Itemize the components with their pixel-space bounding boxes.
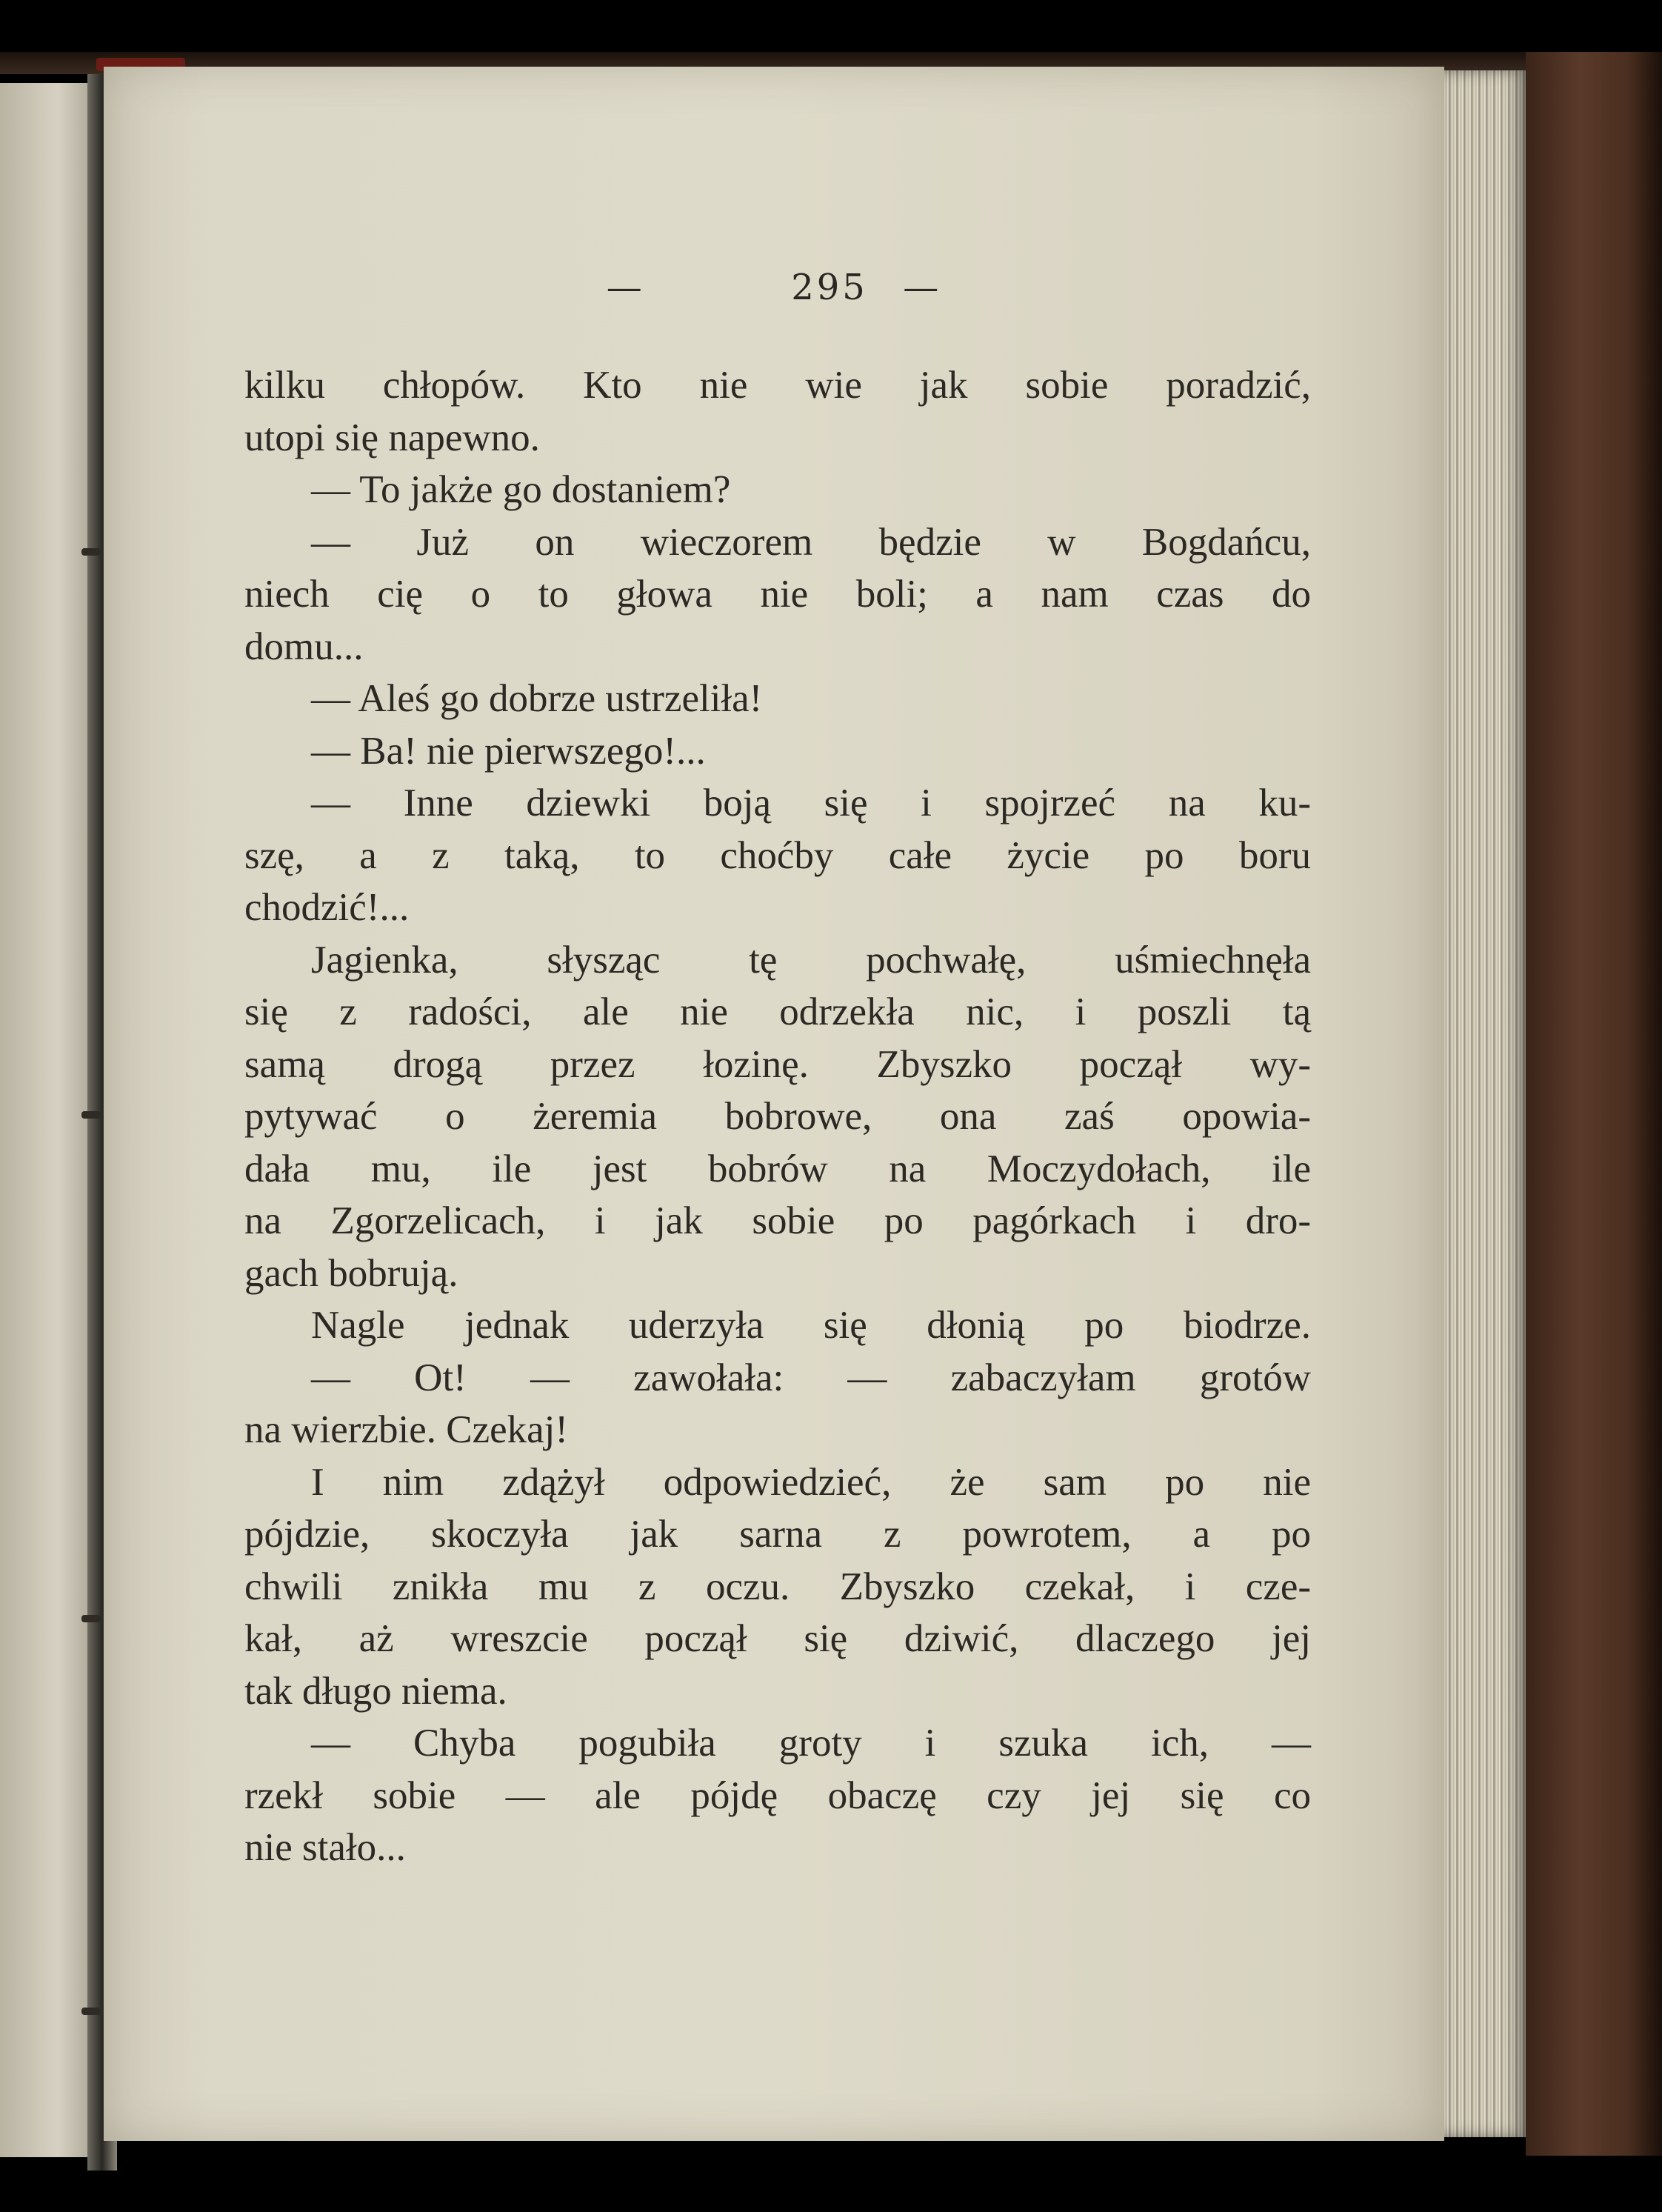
- page-number-dash-right: —: [903, 267, 942, 308]
- text-line: kał, aż wreszcie począł się dziwić, dlaczego jej: [244, 1617, 1311, 1660]
- text-line: rzekł sobie — ale pójdę obaczę czy jej się co: [244, 1773, 1311, 1817]
- text-line: się z radości, ale nie odrzekła nic, i poszli tą: [244, 990, 1311, 1033]
- text-line: I nim zdążył odpowiedzieć, że sam po nie: [311, 1460, 1311, 1504]
- binding-stitch: [81, 1615, 101, 1622]
- text-line: — Ba! nie pierwszego!...: [311, 729, 706, 773]
- text-line: — Aleś go dobrze ustrzeliła!: [311, 677, 763, 720]
- text-line: na Zgorzelicach, i jak sobie po pagórkach i dro-: [244, 1199, 1311, 1242]
- text-line: na wierzbie. Czekaj!: [244, 1408, 569, 1451]
- text-line: — Ot! — zawołała: — zabaczyłam grotów: [311, 1356, 1311, 1399]
- text-line: pójdzie, skoczyła jak sarna z powrotem, a po: [244, 1513, 1311, 1556]
- text-line: utopi się napewno.: [244, 416, 540, 459]
- text-line: — To jakże go dostaniem?: [311, 468, 731, 511]
- text-line: tak długo niema.: [244, 1669, 507, 1713]
- text-line: kilku chłopów. Kto nie wie jak sobie poradzić,: [244, 364, 1311, 407]
- text-line: Nagle jednak uderzyła się dłonią po biodrze.: [311, 1304, 1311, 1347]
- text-line: — Inne dziewki boją się i spojrzeć na ku-: [311, 782, 1311, 824]
- page-number: 295: [791, 267, 868, 308]
- text-line: chodzić!...: [244, 886, 410, 929]
- text-line: szę, a z taką, to choćby całe życie po boru: [244, 833, 1311, 877]
- text-line: samą drogą przez łozinę. Zbyszko począł wy-: [244, 1042, 1311, 1086]
- page-text: [244, 359, 1311, 1874]
- left-page-edge: [0, 83, 96, 2157]
- text-line: domu...: [244, 624, 364, 668]
- text-line: nie stało...: [244, 1826, 406, 1869]
- binding-stitch: [81, 1111, 101, 1119]
- binding-stitch: [81, 2008, 101, 2015]
- text-line: Jagienka, słysząc tę pochwałę, uśmiechnęła: [311, 938, 1311, 982]
- book-page: [104, 67, 1444, 2141]
- text-line: chwili znikła mu z oczu. Zbyszko czekał, i cze-: [244, 1565, 1311, 1608]
- text-line: — Chyba pogubiła groty i szuka ich, —: [311, 1722, 1311, 1765]
- book-cover-right: [1526, 52, 1662, 2156]
- page-number-header: [104, 267, 1444, 308]
- page-edges: [1444, 70, 1526, 2137]
- text-line: gach bobrują.: [244, 1251, 458, 1295]
- text-line: dała mu, ile jest bobrów na Moczydołach, ile: [244, 1147, 1311, 1190]
- page-number-dash-left: —: [606, 267, 645, 308]
- text-line: niech cię o to głowa nie boli; a nam czas do: [244, 573, 1311, 616]
- text-line: — Już on wieczorem będzie w Bogdańcu,: [311, 520, 1311, 564]
- text-line: pytywać o żeremia bobrowe, ona zaś opowia-: [244, 1095, 1311, 1138]
- binding-stitch: [81, 548, 101, 556]
